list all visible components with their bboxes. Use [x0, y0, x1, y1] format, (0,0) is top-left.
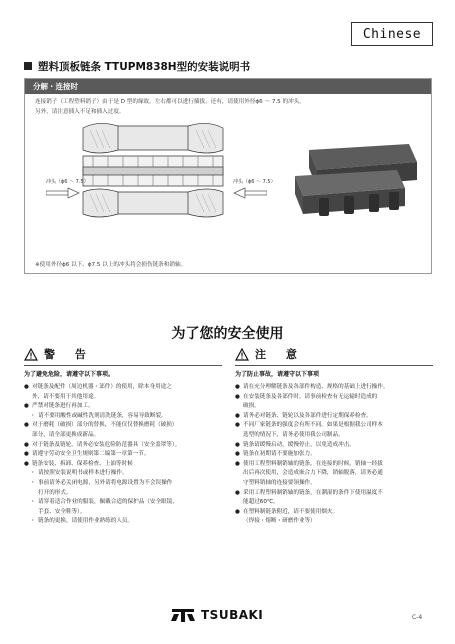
list-item: ● 在塑料制链条附近，请不要使用烟火。 — [235, 508, 433, 518]
list-item: ● 请在充分理解链条及各部件构造、规格的基础上进行操作。 — [235, 383, 433, 393]
list-item: ・ 事前请务必关闭电源，另外请将电源设置为不会误操作 — [30, 479, 173, 486]
list-item: ・ 请按照安装说明书或样本进行操作。 — [30, 470, 128, 477]
list-item: 守塑料销轴的连接要领操作。 — [243, 479, 316, 486]
caution-subtitle: 为了防止事故，请遵守以下事项 — [235, 371, 320, 378]
safety-title: 为了您的安全使用 — [171, 326, 284, 342]
warning-header — [24, 345, 222, 363]
list-item: 部分，请全部更换成新品。 — [32, 431, 100, 438]
bullet-icon: ● — [24, 460, 29, 467]
warning-title: 警 告 — [44, 348, 94, 361]
list-item: ● 链条请缓慢启动，缓慢停止，以免造成冲击。 — [235, 441, 433, 451]
list-item: ● 请务必对链条、链轮以及各部件进行定期保养检查。 — [235, 412, 433, 422]
bullet-icon: ● — [235, 384, 240, 390]
bullet-icon: ● — [235, 441, 240, 448]
list-item: 破损。 — [243, 403, 260, 410]
chain-link-bottom — [83, 189, 223, 217]
list-item: ・ 请穿着适合作业的服装，佩戴合适的保护品（安全眼镜、 — [30, 499, 178, 506]
bullet-icon: ● — [235, 460, 240, 467]
punch-note: ※使用外径ϕ6 以下、ϕ7.5 以上的冲头将会损伤链条和销轴。 — [35, 262, 187, 268]
bullet-icon: ● — [235, 422, 240, 429]
intro-line: 连接销子（工程塑料销子）由于是 D 型的缘故，左右都可以进行插拔。还有，请使用外径ϕ6 ～ 7.5 的冲头。 — [35, 99, 305, 105]
list-item: 能超过60℃。 — [243, 499, 279, 506]
caution-divider — [235, 365, 433, 366]
list-item: ● 严禁对链条进行再加工。 — [24, 402, 222, 412]
warning-column — [24, 345, 222, 527]
caution-title: 注 意 — [255, 348, 305, 361]
list-item: 打开的形式。 — [38, 489, 72, 496]
list-item: ・ 链条的更换，请使用作业熟练的人员。 — [30, 518, 134, 525]
list-item: ● 链条安装、拆卸、保养检查、上油等时候 — [24, 460, 222, 470]
list-item: ・ 请不要用酸性或碱性洗剂清洗链条，容易导致断裂。 — [30, 412, 167, 419]
chain-cross-section-diagram — [78, 120, 228, 222]
list-item: ● 采用工程塑料制销轴的链条，在潮湿的条件下使用温度不 — [235, 489, 433, 499]
tsubaki-logo — [170, 604, 280, 626]
bullet-icon: ● — [24, 403, 29, 410]
bullet-icon: ● — [235, 412, 240, 419]
list-item: 手套、安全鞋等）。 — [38, 508, 86, 515]
list-item: 外，请不要用于其他用途。 — [32, 393, 100, 400]
bullet-icon: ● — [24, 451, 29, 458]
punch-label-right: 冲头（ϕ6 ～ 7.5） — [233, 179, 276, 185]
title-square-icon — [24, 62, 32, 70]
warning-subtitle: 为了避免危险，请遵守以下事项。 — [24, 371, 115, 378]
caution-column — [235, 345, 433, 527]
caution-list — [235, 383, 433, 527]
list-item: ● 使用工程塑料制销轴的链条，在连接的时候，销轴一经拔 — [235, 460, 433, 470]
bullet-icon: ● — [24, 384, 29, 390]
logo-wordmark: TSUBAKI — [201, 608, 264, 622]
bullet-icon: ● — [235, 508, 240, 515]
bullet-icon: ● — [24, 422, 29, 429]
bullet-icon: ● — [235, 451, 240, 458]
document-title — [24, 58, 434, 74]
bullet-icon: ● — [24, 441, 29, 448]
bullet-icon: ● — [235, 393, 240, 400]
list-item: ● 不同厂家链条的强度会有所不同。如果是根据我公司样本 — [235, 421, 433, 431]
list-item: ● 对链条及配件（周边机器・部件）的使用，除本身用途之 — [24, 383, 222, 393]
list-item: （焊接・熔断・研磨作业等） — [243, 518, 316, 525]
list-item: ● 对于链条及链轮，请务必安装危险防范器具（安全盖罩等）。 — [24, 441, 222, 451]
list-item: ● 在安装链条及各部件时，请事前检查有无运输时造成的 — [235, 393, 433, 403]
caution-header — [235, 345, 433, 363]
warning-triangle-icon — [24, 348, 38, 361]
punch-label-left: 冲头（ϕ6 ～ 7.5） — [46, 179, 89, 185]
warning-divider — [24, 365, 222, 366]
list-item: 选型的情况下，请务必使用我公司制品。 — [243, 431, 344, 438]
document-title-text: 塑料顶板链条 TTUPM838H型的安装说明书 — [38, 60, 251, 73]
warning-list — [24, 383, 222, 527]
caution-triangle-icon — [235, 348, 249, 361]
list-item: ● 链条在初期请不要施加张力。 — [235, 450, 433, 460]
arrow-left-icon — [233, 187, 267, 199]
tsubaki-mark-icon — [170, 606, 196, 624]
chain-link-middle — [83, 156, 223, 186]
page-number: C-4 — [412, 614, 423, 621]
section-intro — [35, 98, 423, 117]
intro-line: 另外，请注意插入不足和插入过度。 — [35, 108, 125, 115]
bullet-icon: ● — [235, 489, 240, 496]
arrow-right-icon — [46, 187, 80, 199]
list-item: ● 对于磨耗（破损）部分的替换，不能仅仅替换磨耗（破损） — [24, 421, 222, 431]
chain-link-top — [83, 123, 223, 153]
list-item: ● 请遵守劳动安全卫生规则第二编第一章第一节。 — [24, 450, 222, 460]
list-item: 出后再次使用，会造成嵌合力下降，销轴脱落，请务必通 — [243, 470, 383, 477]
language-tab: Chinese — [351, 22, 433, 46]
chain-product-illustration — [289, 140, 419, 224]
section-header: 分解・连接时 — [25, 79, 431, 94]
